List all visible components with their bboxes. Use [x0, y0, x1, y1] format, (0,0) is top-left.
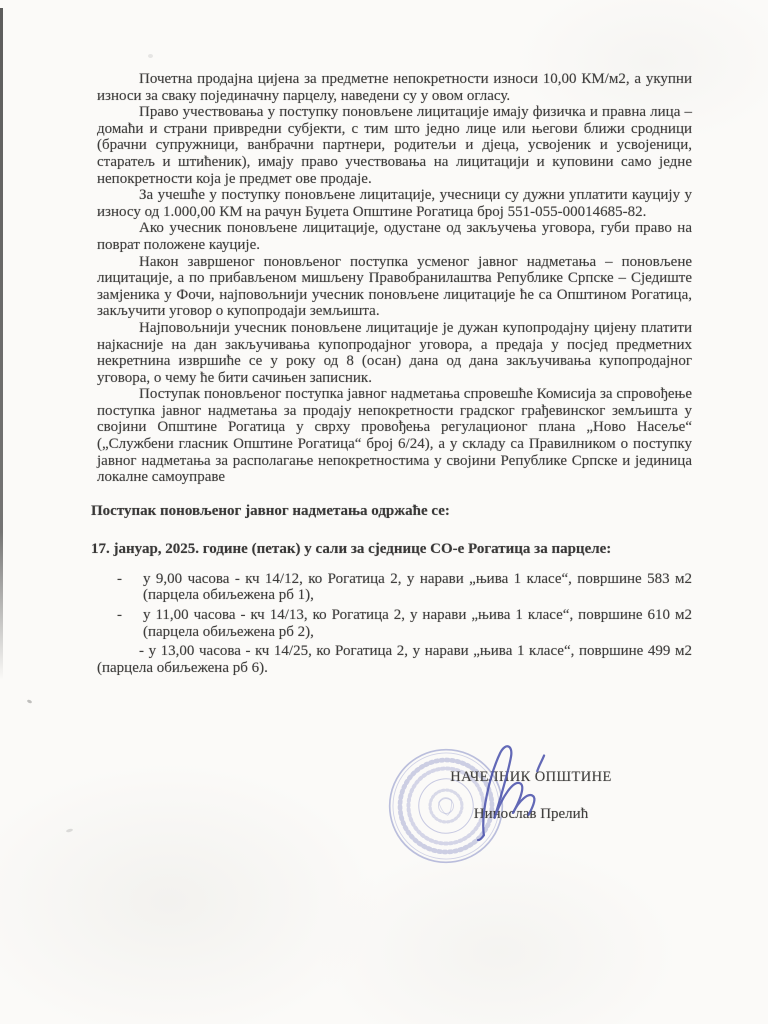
- auction-schedule-list: [97, 571, 692, 640]
- schedule-item-last: - у 13,00 часова - кч 14/25, ко Рогатица 2, у нарави „њива 1 класе“, површине 499 м2 (парцела обиљежена рб 6).: [97, 643, 692, 676]
- scan-speck-artifact: [27, 699, 33, 704]
- signatory-name: Нинослав Прелић: [473, 806, 589, 822]
- paragraph-commission: Поступак поновљеног поступка јавног надметања спровешће Комисија за спровођење поступка јавног надметања за продају непокретности градског грађевинског земљишта у својини Општине Рогатица у сврху провођења регулационог плана „Ново Насеље“ („Службени гласник Општине Рогатица“ број 6/24), а у складу са Правилником о поступку јавног надметања за располагање непокретностима у својини Републике Српске и јединица локалне самоуправе: [97, 386, 692, 486]
- paragraph-payment: Најповољнији учесник поновљене лицитације је дужан купопродајну цијену платити најкасније на дан закључивања купопродајног уговора, а предаја у посјед предметних некретнина извршиће се у року од 8 (осан) дана од дана закључивања купопродајног уговора, о чему ће бити сачињен записник.: [97, 319, 692, 386]
- scan-speck-artifact: [66, 828, 74, 833]
- signatory-title: НАЧЕЛНИК ОПШТИНЕ: [450, 769, 612, 785]
- list-dash-marker: -: [117, 570, 122, 587]
- schedule-item: [97, 607, 692, 640]
- paragraph-deposit: За учешће у поступку поновљене лицитације, учесници су дужни уплатити кауцију у износу од 1.000,00 КМ на рачун Буџета Општине Рогатица број 551-055-00014685-82.: [97, 187, 692, 220]
- list-dash-marker: -: [117, 607, 122, 624]
- section-heading: Поступак поновљеног јавног надметања одржаће се:: [91, 502, 450, 519]
- paragraph-contract: Након завршеног поновљеног поступка усменог јавног надметања – поновљене лицитације, а по прибављеном мишљену Правобранилаштва Републике Српске – Сједиште замјеника у Фочи, најповољнији учесник поновљене лицитације ће са Општином Рогатица, закључити уговор о купопродаји земљишта.: [97, 253, 692, 320]
- schedule-item-text: у 11,00 часова - кч 14/13, ко Рогатица 2, у нарави „њива 1 класе“, површине 610 м2 (парцела обиљежена рб 2),: [143, 607, 692, 640]
- official-stamp: [385, 745, 507, 867]
- paragraph-initial-price: Почетна продајна цијена за предметне непокретности износи 10,00 КМ/м2, а укупни износи за сваку појединачну парцелу, наведени су у овом огласу.: [97, 71, 692, 104]
- schedule-item-text: у 9,00 часова - кч 14/12, ко Рогатица 2, у нарави „њива 1 класе“, површине 583 м2 (парцела обиљежена рб 1),: [143, 570, 692, 604]
- paragraph-withdrawal: Ако учесник поновљене лицитације, одустане од закључења уговора, губи право на поврат положене кауције.: [97, 220, 692, 253]
- schedule-item: [97, 571, 692, 604]
- auction-date-heading: 17. јануар, 2025. године (петак) у сали за сједнице СО-е Рогатица за парцеле:: [91, 540, 612, 557]
- handwritten-signature: [468, 740, 556, 842]
- paragraph-participation: Право учествовања у поступку поновљене лицитације имају физичка и правна лица – домаћи и страни привредни субјекти, с тим што једно лице или његови ближи сродници (брачни супружници, ванбрачни партнери, родитељи и дјеца, усвојеник и усвојеници, старатељ и штићеник), имају право учествовања на лицитацији и куповини само једне непокретности која је предмет ове продаје.: [97, 104, 692, 187]
